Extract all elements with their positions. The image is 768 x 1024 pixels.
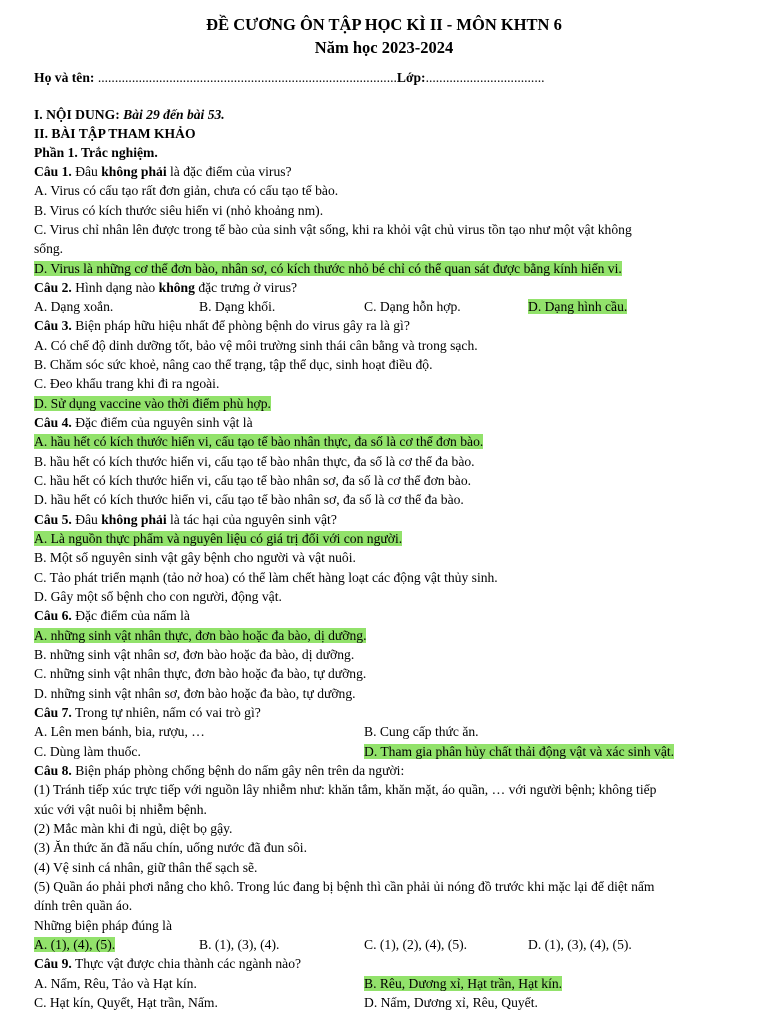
q1-option-a: A. Virus có cấu tạo rất đơn giản, chưa có cấu tạo tế bào. <box>34 183 339 198</box>
question-number: Câu 8. <box>34 763 72 778</box>
answer-highlight: B. Rêu, Dương xỉ, Hạt trần, Hạt kín. <box>364 976 563 991</box>
q7-option-b: B. Cung cấp thức ăn. <box>364 724 479 739</box>
q9-option-c: C. Hạt kín, Quyết, Hạt trần, Nấm. <box>34 995 218 1010</box>
class-label: Lớp: <box>396 70 426 85</box>
question-text: Thực vật được chia thành các ngành nào? <box>74 956 302 971</box>
part-1-heading: Phần 1. Trắc nghiệm. <box>34 145 158 160</box>
q4-option-a <box>34 432 483 451</box>
question-text: Biện pháp hữu hiệu nhất để phòng bệnh do virus gây ra là gì? <box>75 318 410 333</box>
question-8 <box>34 761 404 780</box>
question-number: Câu 9. <box>34 956 72 971</box>
question-3 <box>34 316 410 335</box>
question-emphasis: không phải <box>101 512 167 527</box>
name-label: Họ và tên: <box>34 70 95 85</box>
section-1-value: Bài 29 đến bài 53. <box>123 107 225 122</box>
question-9 <box>34 954 301 973</box>
q8-item-1-cont: xúc với vật nuôi bị nhiễm bệnh. <box>34 802 207 817</box>
q4-option-d: D. hầu hết có kích thước hiển vi, cấu tạo tế bào nhân sơ, đa số là cơ thể đa bào. <box>34 492 464 507</box>
question-emphasis: không phải <box>101 164 167 179</box>
name-class-line <box>34 68 545 87</box>
question-number: Câu 3. <box>34 318 72 333</box>
q8-prompt: Những biện pháp đúng là <box>34 918 172 933</box>
q8-option-a <box>34 935 115 954</box>
answer-highlight: D. Tham gia phân hủy chất thải động vật và xác sinh vật. <box>364 744 675 759</box>
q9-option-b <box>364 974 562 993</box>
question-text: là tác hại của nguyên sinh vật? <box>170 512 337 527</box>
q5-option-c: C. Tảo phát triển mạnh (tảo nở hoa) có thể làm chết hàng loạt các động vật thủy sinh. <box>34 570 498 585</box>
question-text: Đặc điểm của nấm là <box>75 608 190 623</box>
question-7 <box>34 703 261 722</box>
question-emphasis: không <box>158 280 195 295</box>
section-1-label: I. NỘI DUNG: <box>34 107 120 122</box>
q8-item-4: (4) Vệ sinh cá nhân, giữ thân thể sạch sẽ. <box>34 860 258 875</box>
q7-option-d <box>364 742 674 761</box>
q4-option-b: B. hầu hết có kích thước hiển vi, cấu tạo tế bào nhân thực, đa số là cơ thể đa bào. <box>34 454 475 469</box>
q2-option-a: A. Dạng xoắn. <box>34 299 114 314</box>
q8-option-c: C. (1), (2), (4), (5). <box>364 937 468 952</box>
document-title: ĐỀ CƯƠNG ÔN TẬP HỌC KÌ II - MÔN KHTN 6 <box>206 15 562 34</box>
question-number: Câu 7. <box>34 705 72 720</box>
question-number: Câu 1. <box>34 164 72 179</box>
question-text: Biện pháp phòng chống bệnh do nấm gây nên trên da người: <box>75 763 405 778</box>
question-text: Hình dạng nào <box>75 280 156 295</box>
q5-option-a <box>34 529 402 548</box>
q6-option-d: D. những sinh vật nhân sơ, đơn bào hoặc đa bào, tự dưỡng. <box>34 686 356 701</box>
class-blank: ................................... <box>425 70 545 85</box>
question-text: Đặc điểm của nguyên sinh vật là <box>75 415 253 430</box>
name-blank: ........................................................................................ <box>97 70 397 85</box>
answer-highlight: D. Virus là những cơ thể đơn bào, nhân sơ, có kích thước nhỏ bé chỉ có thể quan sát được bằng kính hiển vi. <box>34 261 622 276</box>
question-text: Trong tự nhiên, nấm có vai trò gì? <box>74 705 261 720</box>
question-number: Câu 5. <box>34 512 72 527</box>
q1-option-c-cont: sống. <box>34 241 64 256</box>
q9-option-d: D. Nấm, Dương xỉ, Rêu, Quyết. <box>364 995 538 1010</box>
question-number: Câu 6. <box>34 608 72 623</box>
q8-item-1: (1) Tránh tiếp xúc trực tiếp với nguồn lây nhiễm như: khăn tắm, khăn mặt, áo quần, … với người bệnh; không tiếp <box>34 782 657 797</box>
answer-highlight: A. (1), (4), (5). <box>34 937 116 952</box>
q6-option-c: C. những sinh vật nhân thực, đơn bào hoặc đa bào, tự dưỡng. <box>34 666 367 681</box>
q2-option-c: C. Dạng hỗn hợp. <box>364 299 461 314</box>
q3-option-b: B. Chăm sóc sức khoẻ, nâng cao thể trạng, tập thể dục, sinh hoạt điều độ. <box>34 357 433 372</box>
section-content <box>34 105 225 124</box>
school-year: Năm học 2023-2024 <box>314 38 454 57</box>
question-text: Đâu <box>75 512 98 527</box>
question-5 <box>34 510 337 529</box>
section-2-heading: II. BÀI TẬP THAM KHẢO <box>34 126 196 141</box>
q8-item-3: (3) Ăn thức ăn đã nấu chín, uống nước đã đun sôi. <box>34 840 307 855</box>
answer-highlight: A. Là nguồn thực phẩm và nguyên liệu có giá trị đối với con người. <box>34 531 403 546</box>
q5-option-d: D. Gây một số bệnh cho con người, động vật. <box>34 589 282 604</box>
q1-option-d <box>34 259 622 278</box>
q3-option-a: A. Có chế độ dinh dưỡng tốt, bảo vệ môi trường sinh thái cân bằng và trong sạch. <box>34 338 478 353</box>
answer-highlight: A. hầu hết có kích thước hiển vi, cấu tạo tế bào nhân thực, đa số là cơ thể đơn bào. <box>34 434 484 449</box>
question-2 <box>34 278 297 297</box>
q8-option-b: B. (1), (3), (4). <box>199 937 280 952</box>
q8-item-5: (5) Quần áo phải phơi nắng cho khô. Trong lúc đang bị bệnh thì cần phải ủi nóng đồ trước khi mặc lại để diệt nấm <box>34 879 655 894</box>
answer-highlight: D. Sử dụng vaccine vào thời điểm phù hợp. <box>34 396 271 411</box>
question-1 <box>34 162 292 181</box>
question-number: Câu 4. <box>34 415 72 430</box>
question-6 <box>34 606 190 625</box>
q1-option-c: C. Virus chỉ nhân lên được trong tế bào của sinh vật sống, khi ra khỏi vật chủ virus tồn tạo như một vật không <box>34 222 632 237</box>
q2-option-d <box>528 297 627 316</box>
q8-option-d: D. (1), (3), (4), (5). <box>528 937 632 952</box>
q6-option-a <box>34 626 366 645</box>
q7-option-a: A. Lên men bánh, bia, rượu, … <box>34 724 205 739</box>
question-text: là đặc điểm của virus? <box>170 164 292 179</box>
q5-option-b: B. Một số nguyên sinh vật gây bệnh cho người và vật nuôi. <box>34 550 356 565</box>
q9-option-a: A. Nấm, Rêu, Tảo và Hạt kín. <box>34 976 197 991</box>
q4-option-c: C. hầu hết có kích thước hiển vi, cấu tạo tế bào nhân sơ, đa số là cơ thể đơn bào. <box>34 473 472 488</box>
q8-item-5-cont: dính trên quần áo. <box>34 898 133 913</box>
answer-highlight: D. Dạng hình cầu. <box>528 299 628 314</box>
q3-option-d <box>34 394 271 413</box>
answer-highlight: A. những sinh vật nhân thực, đơn bào hoặc đa bào, dị dưỡng. <box>34 628 367 643</box>
q1-option-b: B. Virus có kích thước siêu hiển vi (nhỏ khoảng nm). <box>34 203 324 218</box>
q6-option-b: B. những sinh vật nhân sơ, đơn bào hoặc đa bào, dị dưỡng. <box>34 647 355 662</box>
question-number: Câu 2. <box>34 280 72 295</box>
q2-option-b: B. Dạng khối. <box>199 299 276 314</box>
question-text: đặc trưng ở virus? <box>198 280 298 295</box>
question-4 <box>34 413 253 432</box>
question-text: Đâu <box>75 164 98 179</box>
q8-item-2: (2) Mắc màn khi đi ngủ, diệt bọ gậy. <box>34 821 233 836</box>
q7-option-c: C. Dùng làm thuốc. <box>34 744 141 759</box>
q3-option-c: C. Đeo khẩu trang khi đi ra ngoài. <box>34 376 220 391</box>
